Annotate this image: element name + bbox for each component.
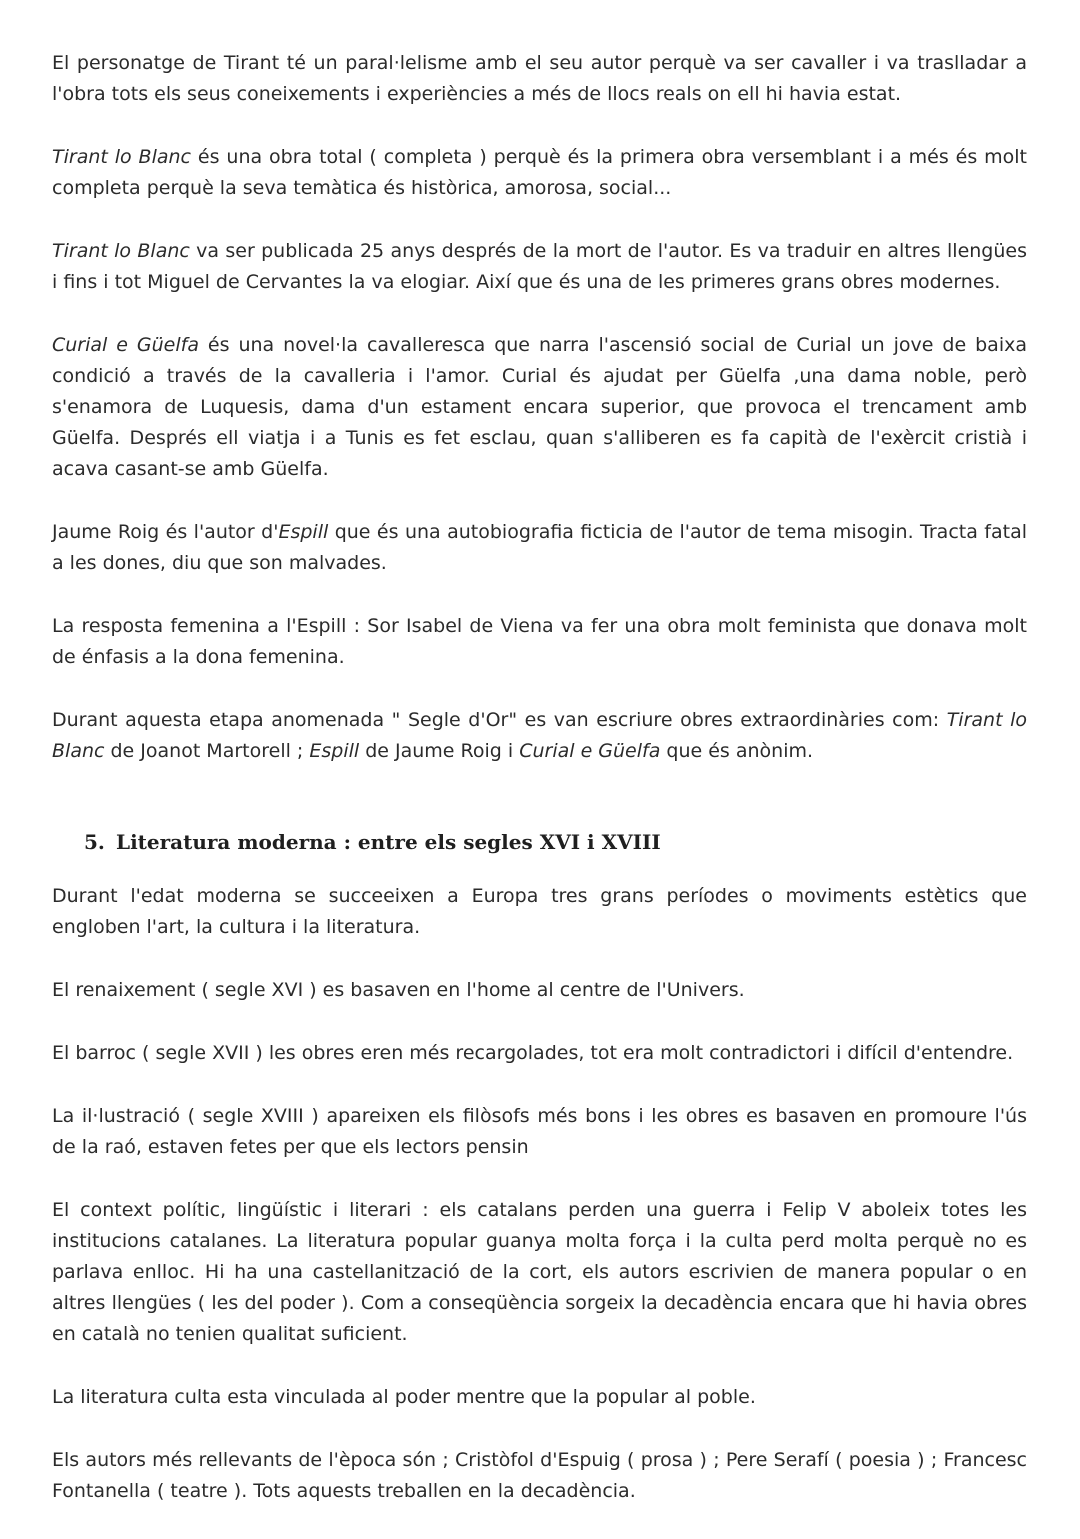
paragraph-tirant-parallelism: [52, 48, 1027, 110]
paragraph-text: que és anònim.: [660, 740, 814, 762]
paragraph-text: El barroc ( segle XVII ) les obres eren més recargolades, tot era molt contradictori i difícil d'entendre.: [52, 1042, 1014, 1064]
paragraph-curial-e-guelfa: [52, 330, 1027, 485]
paragraph-segle-dor: [52, 705, 1027, 767]
paragraph-edat-moderna: [52, 881, 1027, 943]
paragraph-illustracio: [52, 1101, 1027, 1163]
work-title: Tirant lo Blanc: [52, 709, 1027, 762]
paragraph-text: Jaume Roig és l'autor d': [52, 521, 279, 543]
paragraph-renaixement: [52, 975, 1027, 1006]
paragraph-tirant-publication: [52, 236, 1027, 298]
paragraph-text: Els autors més rellevants de l'època són ; Cristòfol d'Espuig ( prosa ) ; Pere Serafí ( poesia ) ; Francesc Fontanella ( teatre ). Tots aquests treballen en la decadència.: [52, 1449, 1027, 1502]
document-page: [52, 48, 1027, 1539]
paragraph-text: és una obra total ( completa ) perquè és la primera obra versemblant i a més és molt completa perquè la seva temàtica és històrica, amorosa, social...: [52, 146, 1027, 199]
paragraph-literatura-culta: [52, 1382, 1027, 1413]
section-title: Literatura moderna : entre els segles XVI i XVIII: [116, 830, 661, 854]
paragraph-text: La resposta femenina a l'Espill : Sor Isabel de Viena va fer una obra molt feminista que donava molt de énfasis a la dona femenina.: [52, 615, 1027, 668]
work-title: Espill: [278, 521, 329, 543]
section-heading: [52, 827, 1027, 857]
work-title: Curial e Güelfa: [519, 740, 661, 762]
paragraph-text: va ser publicada 25 anys després de la mort de l'autor. Es va traduir en altres llengües i fins i tot Miguel de Cervantes la va elogiar. Així que és una de les primeres grans obres modernes.: [52, 240, 1028, 293]
work-title: Curial e Güelfa: [52, 334, 199, 356]
paragraph-tirant-total-work: [52, 142, 1027, 204]
paragraph-text: El personatge de Tirant té un paral·lelisme amb el seu autor perquè va ser cavaller i va traslladar a l'obra tots els seus coneixements i experiències a més de llocs reals on ell hi havia estat.: [52, 52, 1027, 105]
paragraph-text: de Jaume Roig i: [359, 740, 520, 762]
paragraph-text: que és una autobiografia ficticia de l'autor de tema misogin. Tracta fatal a les dones, diu que son malvades.: [52, 521, 1027, 574]
paragraph-text: El context polític, lingüístic i literari : els catalans perden una guerra i Felip V aboleix totes les institucions catalanes. La literatura popular guanya molta força i la culta perd molta perquè no es parlava enlloc. Hi ha una castellanització de la cort, els autors escrivien de manera popular o en altres llengües ( les del poder ). Com a conseqüència sorgeix la decadència encara que hi havia obres en català no tenien qualitat suficient.: [52, 1199, 1027, 1345]
paragraph-espill: [52, 517, 1027, 579]
section-number: 5.: [84, 830, 105, 854]
paragraph-resposta-femenina: [52, 611, 1027, 673]
paragraph-context-politic: [52, 1195, 1027, 1350]
paragraph-autors-rellevants: [52, 1445, 1027, 1507]
work-title: Tirant lo Blanc: [52, 240, 190, 262]
paragraph-text: La il·lustració ( segle XVIII ) apareixen els filòsofs més bons i les obres es basaven en promoure l'ús de la raó, estaven fetes per que els lectors pensin: [52, 1105, 1027, 1158]
paragraph-barroc: [52, 1038, 1027, 1069]
paragraph-text: Durant aquesta etapa anomenada " Segle d'Or" es van escriure obres extraordinàries com:: [52, 709, 947, 731]
work-title: Tirant lo Blanc: [52, 146, 191, 168]
paragraph-text: és una novel·la cavalleresca que narra l'ascensió social de Curial un jove de baixa condició a través de la cavalleria i l'amor. Curial és ajudat per Güelfa ,una dama noble, però s'enamora de Luquesis, dama d'un estament encara superior, que provoca el trencament amb Güelfa. Després ell viatja i a Tunis es fet esclau, quan s'alliberen es fa capità de l'exèrcit cristià i acava casant-se amb Güelfa.: [52, 334, 1027, 480]
paragraph-text: de Joanot Martorell ;: [104, 740, 310, 762]
work-title: Espill: [309, 740, 360, 762]
paragraph-text: Durant l'edat moderna se succeeixen a Europa tres grans períodes o moviments estètics que engloben l'art, la cultura i la literatura.: [52, 885, 1027, 938]
paragraph-text: El renaixement ( segle XVI ) es basaven en l'home al centre de l'Univers.: [52, 979, 745, 1001]
paragraph-text: La literatura culta esta vinculada al poder mentre que la popular al poble.: [52, 1386, 756, 1408]
